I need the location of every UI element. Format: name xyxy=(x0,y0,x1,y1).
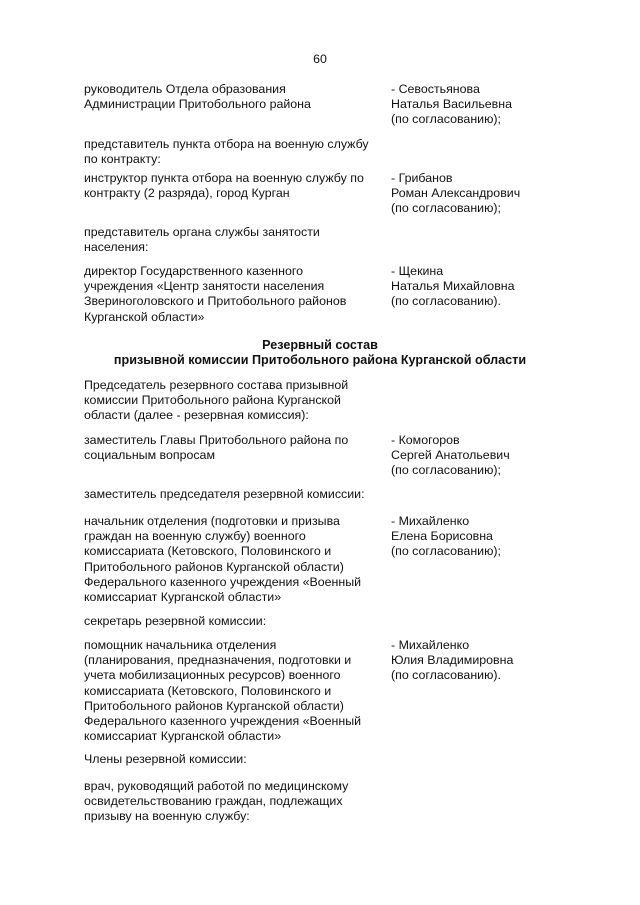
member-position: начальник отделения (подготовки и призыва граждан на военную службу) военного комиссариата (Кетовского, Половинского и Притобольного районов Курганской области) Федерального казенного учреждения «Военный комиссариат Курганской области» xyxy=(84,514,362,605)
member-name: - Михайленко Елена Борисовна (по согласованию); xyxy=(391,514,501,559)
member-name: - Грибанов Роман Александрович (по согласованию); xyxy=(391,171,521,216)
section-label: секретарь резервной комиссии: xyxy=(84,614,267,628)
member-name: - Севостьянова Наталья Васильевна (по согласованию); xyxy=(391,82,512,127)
member-position: руководитель Отдела образования Администрации Притобольного района xyxy=(84,82,311,112)
member-name: - Михайленко Юлия Владимировна (по согласованию). xyxy=(391,638,514,683)
section-label: заместитель председателя резервной комиссии: xyxy=(84,487,365,501)
reserve-section-heading: Резервный состав призывной комиссии Притобольного района Курганской области xyxy=(113,338,527,368)
section-label: врач, руководящий работой по медицинскому освидетельствованию граждан, подлежащих призыву на военную службу: xyxy=(84,779,349,824)
page-number: 60 xyxy=(313,52,327,66)
member-position: помощник начальника отделения (планирования, предназначения, подготовки и учета мобилизационных ресурсов) военного комиссариата (Кетовского, Половинского и Притобольного районов Курганской области) Федерального казенного учреждения «Военный комиссариат Курганской области» xyxy=(84,638,362,744)
member-position: инструктор пункта отбора на военную службу по контракту (2 разряда), город Курган xyxy=(84,171,364,201)
member-name: - Щекина Наталья Михайловна (по согласованию). xyxy=(391,264,515,309)
section-label: Председатель резервного состава призывной комиссии Притобольного района Курганской области (далее - резервная комиссия): xyxy=(84,378,349,423)
section-label: представитель пункта отбора на военную службу по контракту: xyxy=(84,137,369,167)
section-label: представитель органа службы занятости населения: xyxy=(84,225,320,255)
member-position: директор Государственного казенного учреждения «Центр занятости населения Звериноголовского и Притобольного районов Курганской области» xyxy=(84,264,347,324)
member-position: заместитель Главы Притобольного района по социальным вопросам xyxy=(84,433,349,463)
section-label: Члены резервной комиссии: xyxy=(84,752,247,766)
member-name: - Комогоров Сергей Анатольевич (по согласованию); xyxy=(391,433,510,478)
